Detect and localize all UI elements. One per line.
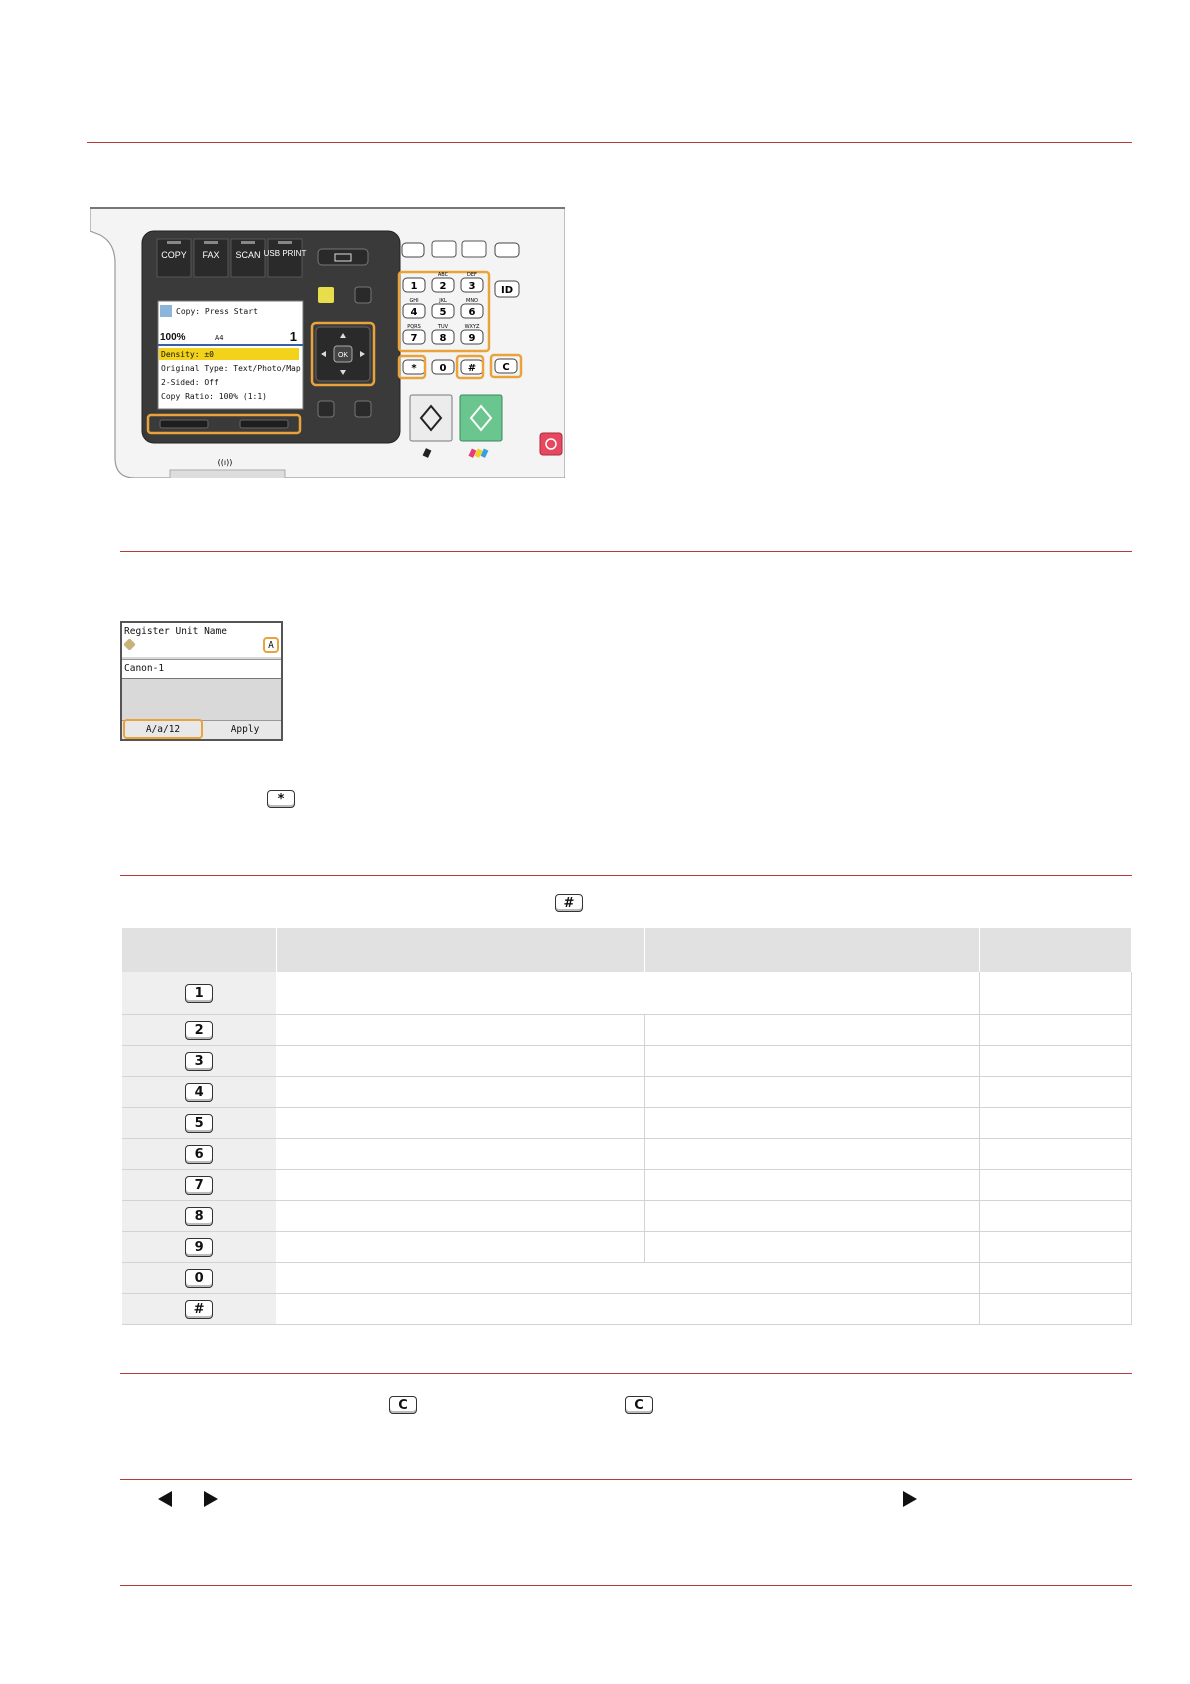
energy-saver-key[interactable] — [495, 243, 519, 257]
key-icon: 8 — [185, 1207, 213, 1226]
id-key[interactable] — [495, 281, 519, 297]
input-mode-soft-key[interactable]: A/a/12 — [123, 719, 203, 739]
section-divider — [120, 875, 1132, 876]
mode-button-label: USB PRINT — [263, 249, 307, 258]
star-key-icon: * — [267, 790, 295, 808]
lcd-copies: 1 — [289, 329, 297, 344]
lcd-ratio: 100% — [160, 332, 186, 343]
keypad-key-label: 5 — [439, 307, 447, 318]
lcd-menu-item: Original Type: Text/Photo/Map — [161, 364, 301, 373]
svg-text:ID: ID — [500, 285, 514, 296]
right-soft-key[interactable] — [240, 420, 288, 428]
table-cell — [979, 1232, 1131, 1263]
table-header — [644, 928, 979, 972]
mode-button-label: COPY — [161, 250, 187, 260]
table-cell — [276, 1046, 644, 1077]
stop-key[interactable] — [540, 433, 562, 455]
keypad-key-label: * — [411, 363, 417, 374]
clear-key-icon: C — [389, 1396, 417, 1414]
mode-button-scan[interactable] — [231, 239, 265, 277]
table-cell — [644, 1046, 979, 1077]
table-cell — [276, 1139, 644, 1170]
table-row — [122, 1108, 1132, 1139]
key-icon: 7 — [185, 1176, 213, 1195]
key-icon: 3 — [185, 1052, 213, 1071]
keypad-key-letters: JKL — [439, 298, 447, 304]
keypad-key-letters: TUV — [437, 324, 449, 330]
table-cell — [644, 1139, 979, 1170]
key-icon: 9 — [185, 1238, 213, 1257]
lcd-menu-item: Copy Ratio: 100% (1:1) — [161, 392, 267, 401]
key-cell — [122, 1170, 276, 1201]
table-row — [122, 1263, 1132, 1294]
table-cell — [979, 1201, 1131, 1232]
table-cell — [979, 1294, 1131, 1325]
table-row — [122, 1201, 1132, 1232]
keypad-key-label: 7 — [410, 333, 418, 344]
key-cell — [122, 1201, 276, 1232]
table-header — [979, 928, 1131, 972]
table-cell — [979, 1046, 1131, 1077]
table-cell — [979, 972, 1131, 1015]
lcd-register-unit-name — [120, 621, 283, 741]
right-arrow-icon — [903, 1491, 917, 1507]
section-divider — [120, 1479, 1132, 1480]
apply-soft-key[interactable]: Apply — [230, 724, 260, 735]
control-panel-illustration — [90, 203, 565, 478]
lcd-menu-item: 2-Sided: Off — [161, 378, 219, 387]
reset-button[interactable] — [318, 287, 334, 303]
keypad-key-letters: PQRS — [407, 324, 421, 330]
mode-button-copy[interactable] — [157, 239, 191, 277]
key-icon: # — [185, 1300, 213, 1319]
left-soft-key[interactable] — [160, 420, 208, 428]
keypad-key-label: 3 — [468, 281, 476, 292]
section-divider — [120, 1585, 1132, 1586]
input-mode-indicator: A — [263, 637, 279, 653]
start-black-key[interactable] — [410, 395, 452, 441]
pencil-icon — [123, 638, 136, 651]
left-arrow-icon — [158, 1491, 172, 1507]
keypad-key[interactable] — [403, 278, 425, 292]
start-color-key[interactable] — [460, 395, 502, 441]
section-divider — [87, 142, 1132, 143]
key-icon: 4 — [185, 1083, 213, 1102]
keypad-key-label: 8 — [439, 333, 447, 344]
table-cell — [276, 1232, 644, 1263]
table-cell — [979, 1015, 1131, 1046]
key-icon: 0 — [185, 1269, 213, 1288]
key-icon: 5 — [185, 1114, 213, 1133]
table-cell — [644, 1170, 979, 1201]
keypad-key-label: 6 — [468, 307, 476, 318]
table-row — [122, 1046, 1132, 1077]
lcd-paper: A4 — [215, 334, 224, 342]
lcd-title: Register Unit Name — [124, 626, 227, 637]
table-header-row — [122, 928, 1132, 972]
keypad-key-label: 4 — [410, 307, 418, 318]
mode-buttons — [157, 239, 306, 277]
table-cell — [644, 1077, 979, 1108]
table-row — [122, 1015, 1132, 1046]
navigation-pad[interactable] — [316, 327, 370, 381]
table-cell — [276, 972, 979, 1015]
table-cell — [644, 1015, 979, 1046]
table-cell — [979, 1077, 1131, 1108]
lcd-menu-item: Density: ±0 — [161, 350, 214, 359]
keypad-key-letters: GHI — [409, 298, 419, 304]
right-arrow-icon — [204, 1491, 218, 1507]
keypad-key-label: 9 — [468, 333, 476, 344]
clear-key-icon: C — [625, 1396, 653, 1414]
panel-lcd — [158, 301, 303, 409]
keypad-key[interactable] — [461, 360, 483, 374]
key-icon: 1 — [185, 984, 213, 1003]
table-cell — [276, 1108, 644, 1139]
keypad-key-label: 1 — [410, 281, 418, 292]
table-cell — [644, 1108, 979, 1139]
table-row — [122, 1139, 1132, 1170]
keypad-key-letters: ABC — [437, 272, 449, 278]
table-cell — [276, 1263, 979, 1294]
mode-button-label: FAX — [202, 250, 220, 260]
key-cell — [122, 1077, 276, 1108]
key-icon: 2 — [185, 1021, 213, 1040]
address-book-button[interactable] — [318, 249, 368, 265]
mode-button-usb-print[interactable] — [264, 239, 307, 277]
key-cell — [122, 1108, 276, 1139]
key-cell — [122, 1294, 276, 1325]
section-divider — [120, 1373, 1132, 1374]
table-cell — [276, 1015, 644, 1046]
menu-key[interactable] — [402, 243, 424, 257]
table-cell — [979, 1108, 1131, 1139]
ok-label: OK — [337, 352, 349, 359]
mode-button-label: SCAN — [235, 250, 261, 260]
key-cell — [122, 972, 276, 1015]
lcd-status-line: Copy: Press Start — [176, 307, 258, 316]
hash-key-icon: # — [555, 894, 583, 912]
keypad-key-letters: MNO — [466, 298, 478, 304]
keypad-key[interactable] — [432, 360, 454, 374]
table-cell — [276, 1201, 644, 1232]
key-cell — [122, 1015, 276, 1046]
table-cell — [979, 1139, 1131, 1170]
table-row — [122, 1077, 1132, 1108]
unit-name-input[interactable]: Canon-1 — [124, 663, 165, 674]
table-cell — [644, 1201, 979, 1232]
table-header — [276, 928, 644, 972]
mode-button-fax[interactable] — [194, 239, 228, 277]
table-row — [122, 1232, 1132, 1263]
wireless-label: ((ı)) — [217, 458, 233, 467]
table-row — [122, 1170, 1132, 1201]
section-divider — [120, 551, 1132, 552]
table-row — [122, 1294, 1132, 1325]
status-monitor-button[interactable] — [355, 287, 371, 303]
copy-id-key[interactable] — [432, 241, 456, 257]
svg-text:C: C — [502, 362, 510, 373]
keypad-key-letters: DEF — [467, 272, 477, 278]
key-cell — [122, 1232, 276, 1263]
table-cell — [979, 1170, 1131, 1201]
keypad-key-label: 0 — [439, 363, 447, 374]
table-cell — [276, 1077, 644, 1108]
quick-menu-key[interactable] — [462, 241, 486, 257]
key-icon: 6 — [185, 1145, 213, 1164]
key-cell — [122, 1139, 276, 1170]
paper-settings-button[interactable] — [355, 401, 371, 417]
character-key-table — [122, 928, 1132, 1325]
table-cell — [979, 1263, 1131, 1294]
table-cell — [644, 1232, 979, 1263]
keypad-key[interactable] — [403, 360, 425, 374]
keypad-key-label: # — [467, 363, 477, 374]
table-cell — [276, 1294, 979, 1325]
table-row — [122, 972, 1132, 1015]
keypad-key-letters: WXYZ — [464, 324, 480, 330]
table-header — [122, 928, 276, 972]
key-cell — [122, 1046, 276, 1077]
clear-key[interactable] — [495, 359, 517, 373]
keypad-key-label: 2 — [439, 281, 447, 292]
back-button[interactable] — [318, 401, 334, 417]
table-cell — [276, 1170, 644, 1201]
key-cell — [122, 1263, 276, 1294]
